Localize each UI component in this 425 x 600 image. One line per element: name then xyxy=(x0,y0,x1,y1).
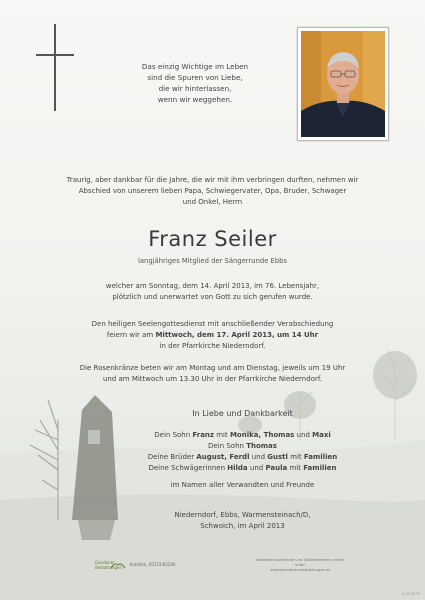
family-text: und xyxy=(247,464,266,472)
family-closing: im Namen aller Verwandten und Freunde xyxy=(170,481,315,489)
mass-line: in der Pfarrkirche Niederndorf. xyxy=(159,342,266,350)
print-code: 4.37.9678 xyxy=(402,592,420,596)
funeral-mass-info xyxy=(40,319,385,352)
cross-icon-horizontal xyxy=(36,54,74,56)
memorial-quote xyxy=(110,61,280,105)
mass-date: Mittwoch, dem 17. April 2013, um 14 Uhr xyxy=(155,331,319,339)
mass-line: Den heiligen Seelengottesdienst mit anschließender Verabschiedung xyxy=(91,320,334,328)
intro-line: Traurig, aber dankbar für die Jahre, die wir mit ihm verbringen durften, nehmen wir xyxy=(66,176,359,184)
family-name: Paula xyxy=(265,464,288,472)
condolence-url: www.gendaner-bestattungen.at xyxy=(270,567,330,572)
family-text: und xyxy=(294,431,313,439)
family-text: Dein Sohn xyxy=(154,431,193,439)
mass-line-pre: feiern wir am xyxy=(106,331,156,339)
family-text: Deine Brüder xyxy=(147,453,197,461)
family-name: Familien xyxy=(303,453,338,461)
quote-line: wenn wir weggehen. xyxy=(157,95,233,104)
quote-line: sind die Spuren von Liebe, xyxy=(147,73,243,82)
family-line xyxy=(100,463,385,474)
family-text: mit xyxy=(287,464,304,472)
mass-line xyxy=(40,330,385,341)
family-name: Familien xyxy=(303,464,337,472)
family-name: Maxi xyxy=(312,431,331,439)
online-condolence-note xyxy=(255,557,345,572)
rosary-info xyxy=(40,363,385,385)
intro-line: Abschied von unserem lieben Papa, Schwiegervater, Opa, Bruder, Schwager xyxy=(78,187,347,195)
funeral-home-contact: Kufstein, 05372/62240 xyxy=(130,562,176,567)
family-text: mit xyxy=(287,453,304,461)
portrait-frame xyxy=(297,27,389,141)
family-line xyxy=(100,430,385,441)
portrait-photo xyxy=(301,31,385,137)
deceased-name: Franz Seiler xyxy=(148,227,277,251)
family-text: mit xyxy=(213,431,230,439)
place-line: Schwoich, im April 2013 xyxy=(200,522,285,530)
brand-sub: Bestattungen xyxy=(95,565,123,570)
family-text: Dein Sohn xyxy=(208,442,247,450)
family-name: Monika, Thomas xyxy=(229,431,295,439)
cross-icon-vertical xyxy=(54,24,56,111)
death-notice xyxy=(40,281,385,303)
rosary-line: Die Rosenkränze beten wir am Montag und am Dienstag, jeweils um 19 Uhr xyxy=(79,364,346,372)
deceased-subtitle: langjähriges Mitglied der Sängerrunde Ebbs xyxy=(137,257,288,265)
intro-text xyxy=(40,175,385,208)
family-text: Deine Schwägerinnen xyxy=(148,464,228,472)
death-line: plötzlich und unerwartet von Gott zu sich gerufen wurde. xyxy=(112,293,313,301)
family-name: Franz xyxy=(192,431,214,439)
brand-name: Gendaner xyxy=(95,560,115,565)
family-text: und xyxy=(249,453,268,461)
quote-line: Das einzig Wichtige im Leben xyxy=(141,62,249,71)
mourning-heading: In Liebe und Dankbarkeit xyxy=(192,409,293,418)
family-name: Gustl xyxy=(267,453,288,461)
place-date xyxy=(100,510,385,532)
family-line xyxy=(100,441,385,452)
family-name: August, Ferdl xyxy=(196,453,250,461)
place-line: Niederndorf, Ebbs, Warmensteinach/D, xyxy=(174,511,311,519)
death-line: welcher am Sonntag, dem 14. April 2013, im 76. Lebensjahr, xyxy=(105,282,320,290)
rosary-line: und am Mittwoch um 13.30 Uhr in der Pfarrkirche Niederndorf. xyxy=(102,375,323,383)
condolence-line: Kondolenzsuchende und Gedenkkerzen online unter xyxy=(256,557,344,567)
quote-line: die wir hinterlassen, xyxy=(158,84,232,93)
family-line xyxy=(100,452,385,463)
family-list xyxy=(100,430,385,491)
family-name: Hilda xyxy=(227,464,248,472)
funeral-home-logo-icon xyxy=(110,561,126,569)
family-name: Thomas xyxy=(246,442,277,450)
intro-line: und Onkel, Herrn xyxy=(182,198,243,206)
